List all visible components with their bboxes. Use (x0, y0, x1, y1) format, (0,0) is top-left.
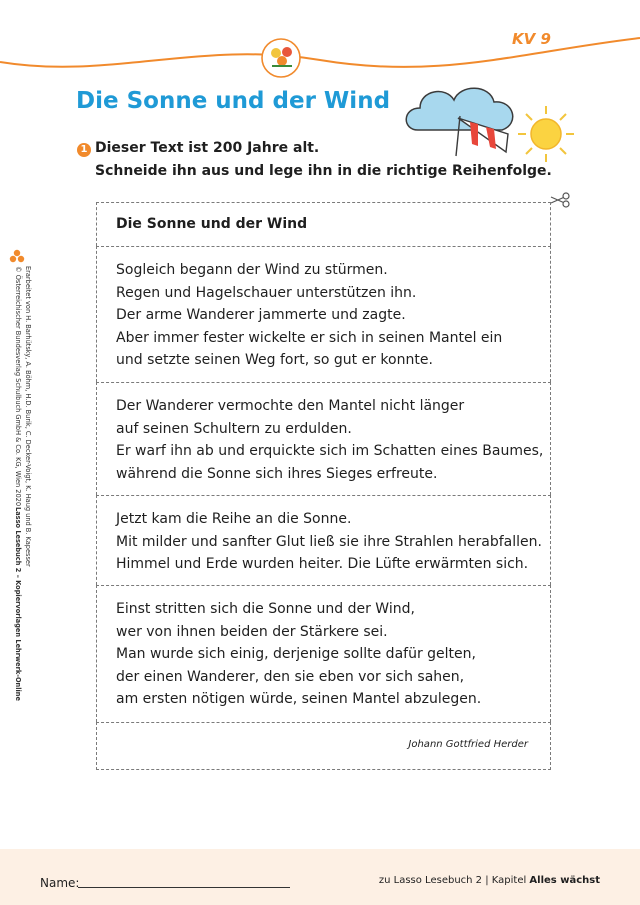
text-line: Jetzt kam die Reihe an die Sonne. (116, 511, 352, 527)
author-name: Johann Gottfried Herder (408, 739, 528, 750)
text-line: wer von ihnen beiden der Stärkere sei. (116, 623, 388, 640)
text-line: während die Sonne sich ihres Sieges erfreute. (116, 465, 438, 482)
footer-chapter: Alles wächst (529, 875, 600, 886)
strip-1 (96, 246, 551, 382)
authors-line: Erarbeitet von H. Barhütsky, A. Böhm, H.D. Burik, C. Decker-Voigt, K. Haug und B. Kapesser (24, 266, 32, 567)
text-line: Regen und Hagelschauer unterstützen ihn. (116, 284, 417, 301)
strip-3 (96, 495, 551, 585)
footer-reference (379, 875, 600, 886)
text-line: Aber immer fester wickelte er sich in seinen Mantel ein (116, 329, 503, 346)
text-line: auf seinen Schultern zu erdulden. (116, 420, 352, 437)
text-line: Einst stritten sich die Sonne und der Wind, (116, 601, 415, 617)
strip-heading (96, 202, 551, 246)
footer (0, 849, 640, 905)
footer-ref-prefix: zu Lasso Lesebuch 2 | Kapitel (378, 875, 530, 886)
text-line: Der arme Wanderer jammerte und zagte. (116, 307, 406, 323)
strip-author (96, 722, 551, 770)
task-line-1: Dieser Text ist 200 Jahre alt. (95, 140, 320, 156)
text-line: Man wurde sich einig, derjenige sollte dafür gelten, (116, 646, 476, 662)
strip-2-text (116, 395, 543, 485)
strip-4-text (116, 598, 481, 711)
svg-text:Erarbeitet von H. Barhütsky, A (24, 266, 32, 567)
strip-3-text (116, 508, 542, 576)
copyright-line: © Österreichischer Bundesverlag Schulbuch GmbH & Co. KG, Wien 2020 (14, 266, 22, 507)
svg-text:© Österreichischer Bundesverla (14, 266, 23, 506)
strip-2 (96, 382, 551, 495)
name-write-line[interactable] (78, 887, 290, 888)
text-line: Mit milder und sanfter Glut ließ sie ihre Strahlen herabfallen. (116, 533, 542, 550)
copyright-sidebar (4, 262, 44, 701)
text-line: und setzte seinen Weg fort, so gut er konnte. (116, 352, 433, 368)
text-line: Er warf ihn ab und erquickte sich im Schatten eines Baumes, (116, 443, 544, 459)
strip-4 (96, 585, 551, 722)
task-line-2: Schneide ihn aus und lege ihn in die richtige Reihenfolge. (95, 163, 552, 179)
name-label: Name: (40, 876, 80, 890)
text-line: am ersten nötigen würde, seinen Mantel abzulegen. (116, 691, 482, 707)
text-line: Der Wanderer vermochte den Mantel nicht länger (116, 398, 465, 414)
task-instruction (95, 137, 552, 183)
svg-text:Lasso Lesebuch 2 – Kopiervorla (14, 507, 22, 701)
worksheet-code: KV 9 (512, 30, 551, 48)
strip-1-text (116, 259, 502, 372)
page-title: Die Sonne und der Wind (76, 88, 391, 114)
lasso-line: Lasso Lesebuch 2 – Kopiervorlagen Lehrwerk-Online (14, 507, 22, 701)
scissors-icon (549, 192, 571, 208)
text-line: Himmel und Erde wurden heiter. Die Lüfte erwärmten sich. (116, 556, 529, 572)
text-line: Sogleich begann der Wind zu stürmen. (116, 262, 388, 278)
cutout-sheet (96, 202, 551, 770)
strip-heading-text: Die Sonne und der Wind (116, 216, 308, 232)
text-line: der einen Wanderer, den sie eben vor sich sahen, (116, 668, 465, 685)
task-number-badge: 1 (77, 143, 91, 157)
